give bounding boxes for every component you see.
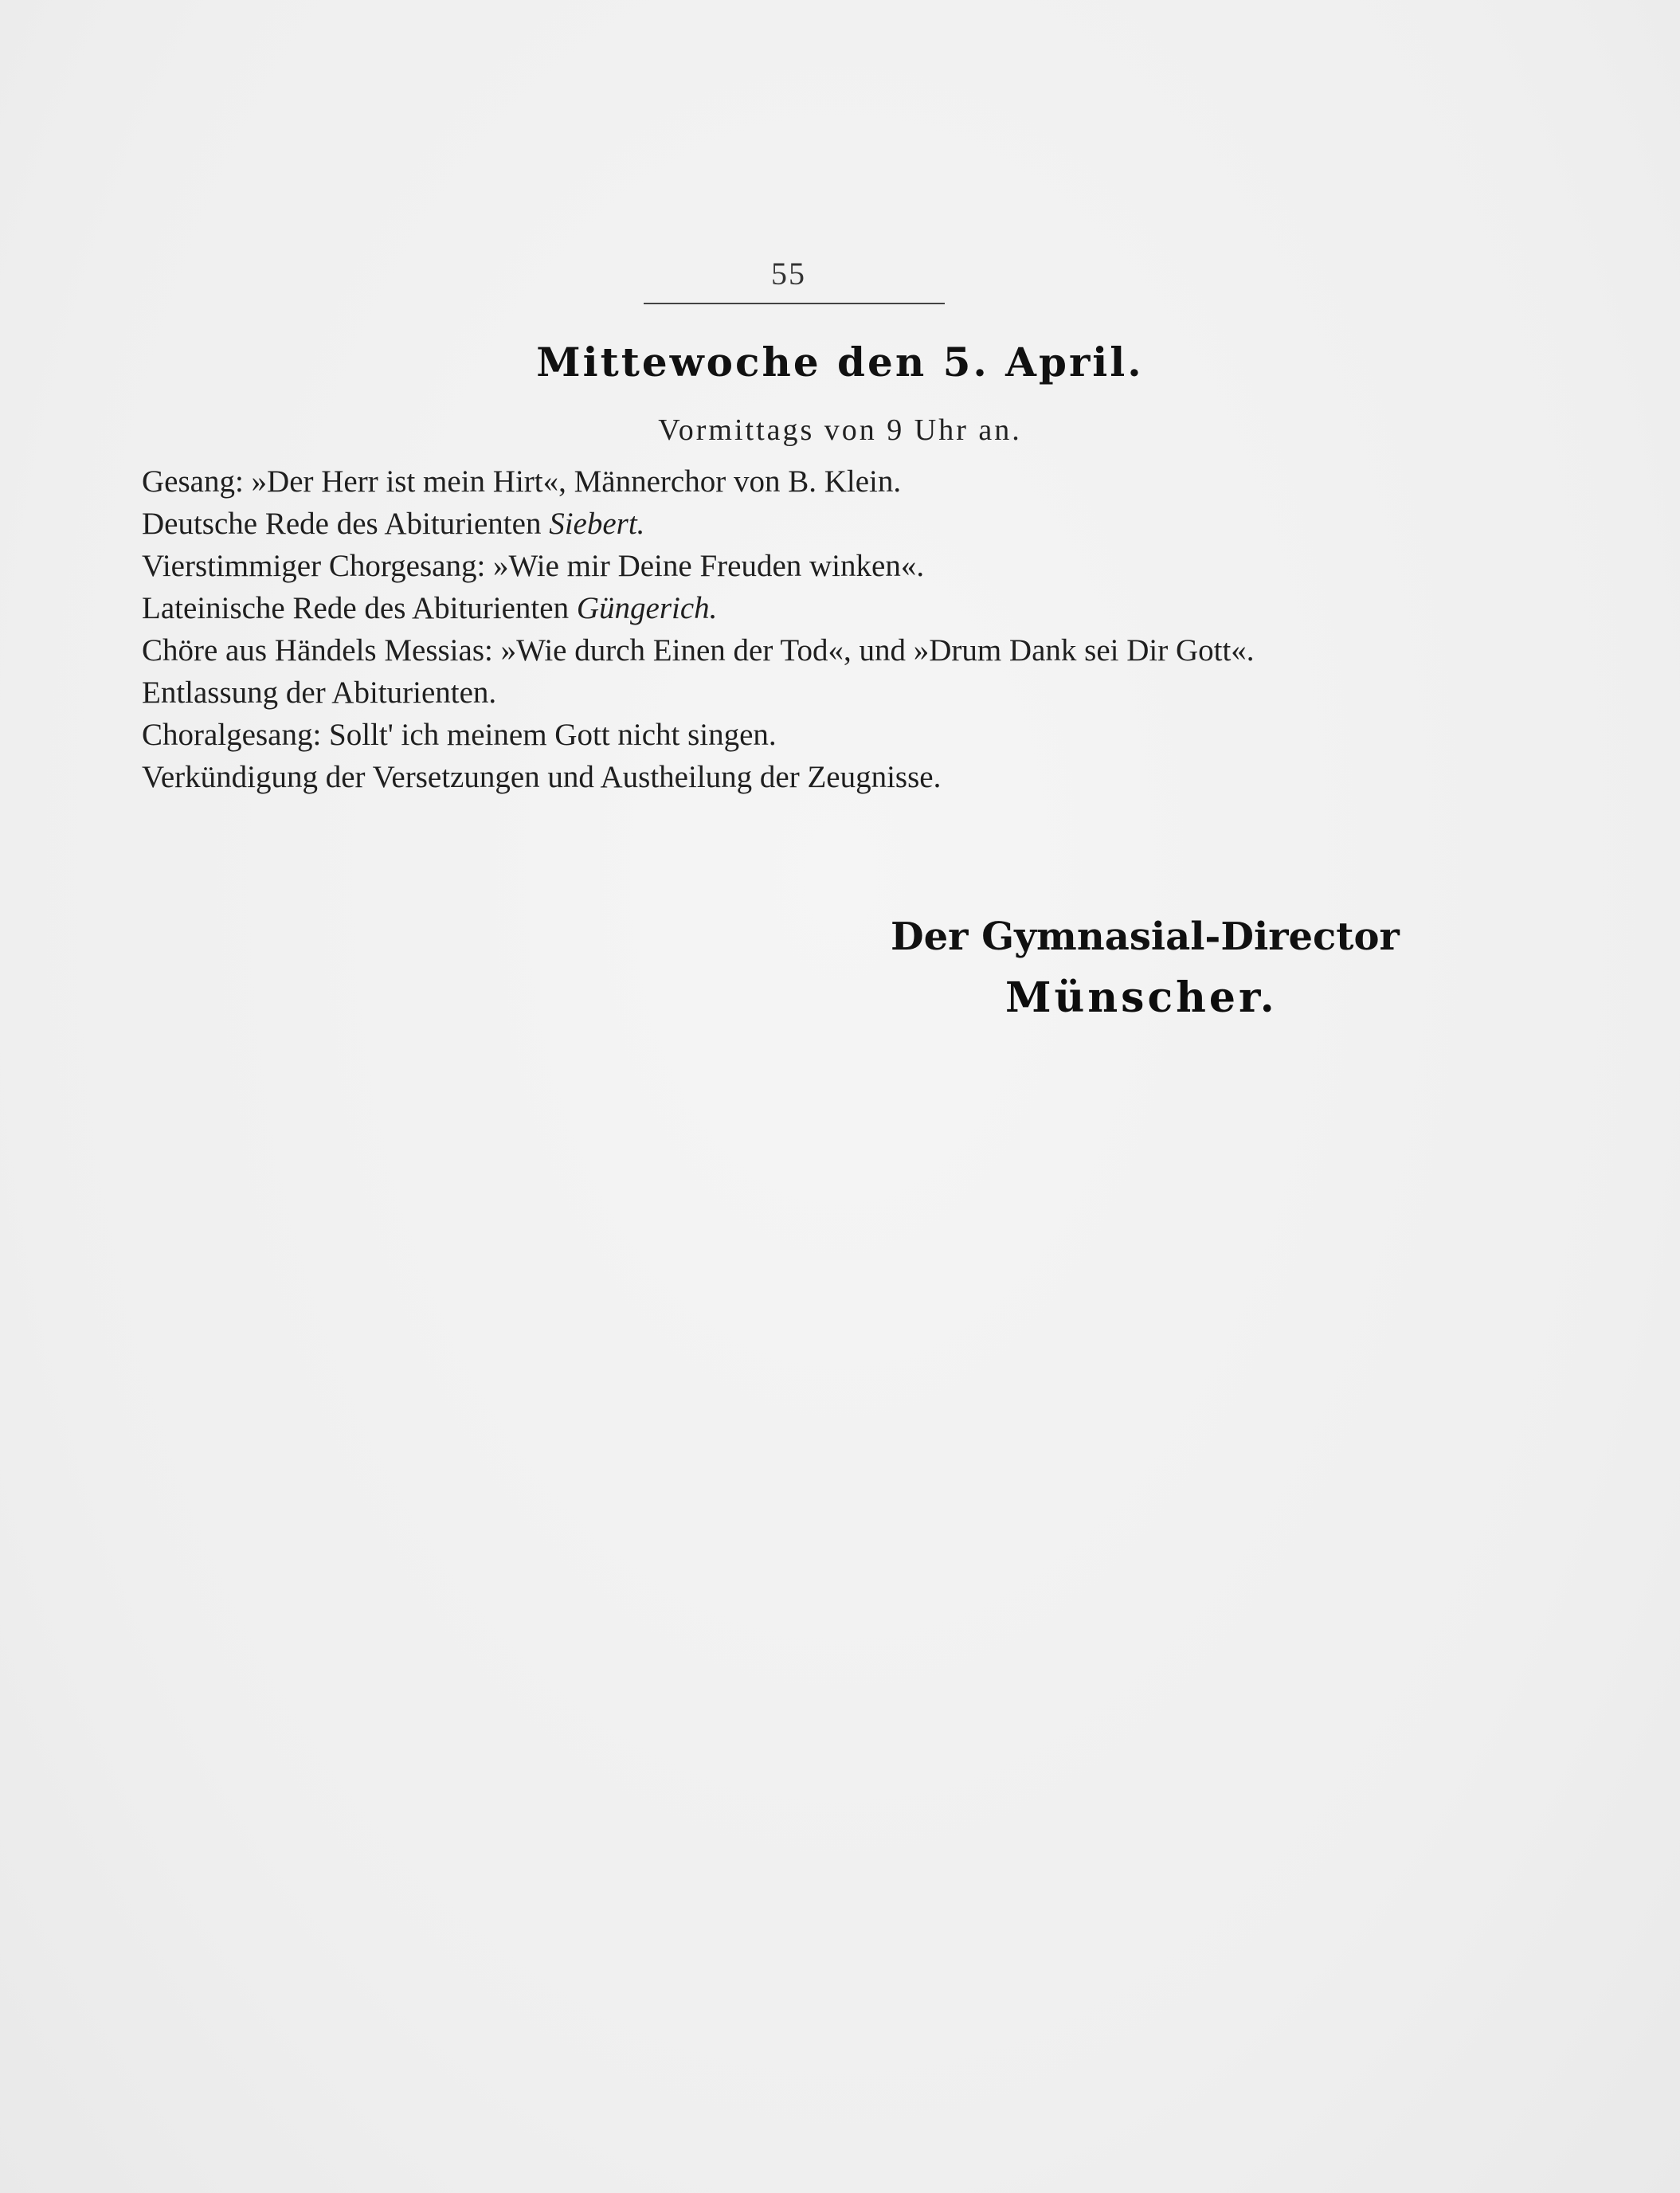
- program-item-text: Choralgesang: Sollt' ich meinem Gott nicht singen.: [142, 718, 777, 752]
- program-item: [142, 629, 1544, 672]
- program-item: [142, 460, 1544, 503]
- program-item: [142, 714, 1544, 756]
- program-item-text: Vierstimmiger Chorgesang: »Wie mir Deine Freuden winken«.: [142, 549, 925, 583]
- program-item-text: Lateinische Rede des Abiturienten: [142, 591, 577, 625]
- section-subheading: Vormittags von 9 Uhr an.: [658, 413, 1022, 447]
- signature-title: Der Gymnasial-Director: [891, 914, 1400, 959]
- signature-name: Münscher.: [1005, 973, 1278, 1022]
- program-item: [142, 756, 1544, 798]
- program-item: [142, 545, 1544, 587]
- program-item-text: Deutsche Rede des Abiturienten: [142, 507, 550, 541]
- program-list: [142, 460, 1544, 798]
- program-item: [142, 672, 1544, 714]
- program-item-name: Güngerich.: [576, 591, 718, 625]
- header-rule: [644, 303, 945, 304]
- program-item-text: Verkündigung der Versetzungen und Austheilung der Zeugnisse.: [142, 760, 942, 794]
- page-number: 55: [771, 256, 806, 292]
- section-heading: Mittewoche den 5. April.: [536, 339, 1144, 386]
- program-item-name: Siebert.: [549, 507, 645, 541]
- program-item-text: Chöre aus Händels Messias: »Wie durch Einen der Tod«, und »Drum Dank sei Dir Gott«.: [142, 633, 1255, 668]
- program-item: [142, 503, 1544, 545]
- program-item-text: Entlassung der Abiturienten.: [142, 676, 497, 710]
- program-item: [142, 587, 1544, 629]
- program-item-text: Gesang: »Der Herr ist mein Hirt«, Männerchor von B. Klein.: [142, 464, 902, 499]
